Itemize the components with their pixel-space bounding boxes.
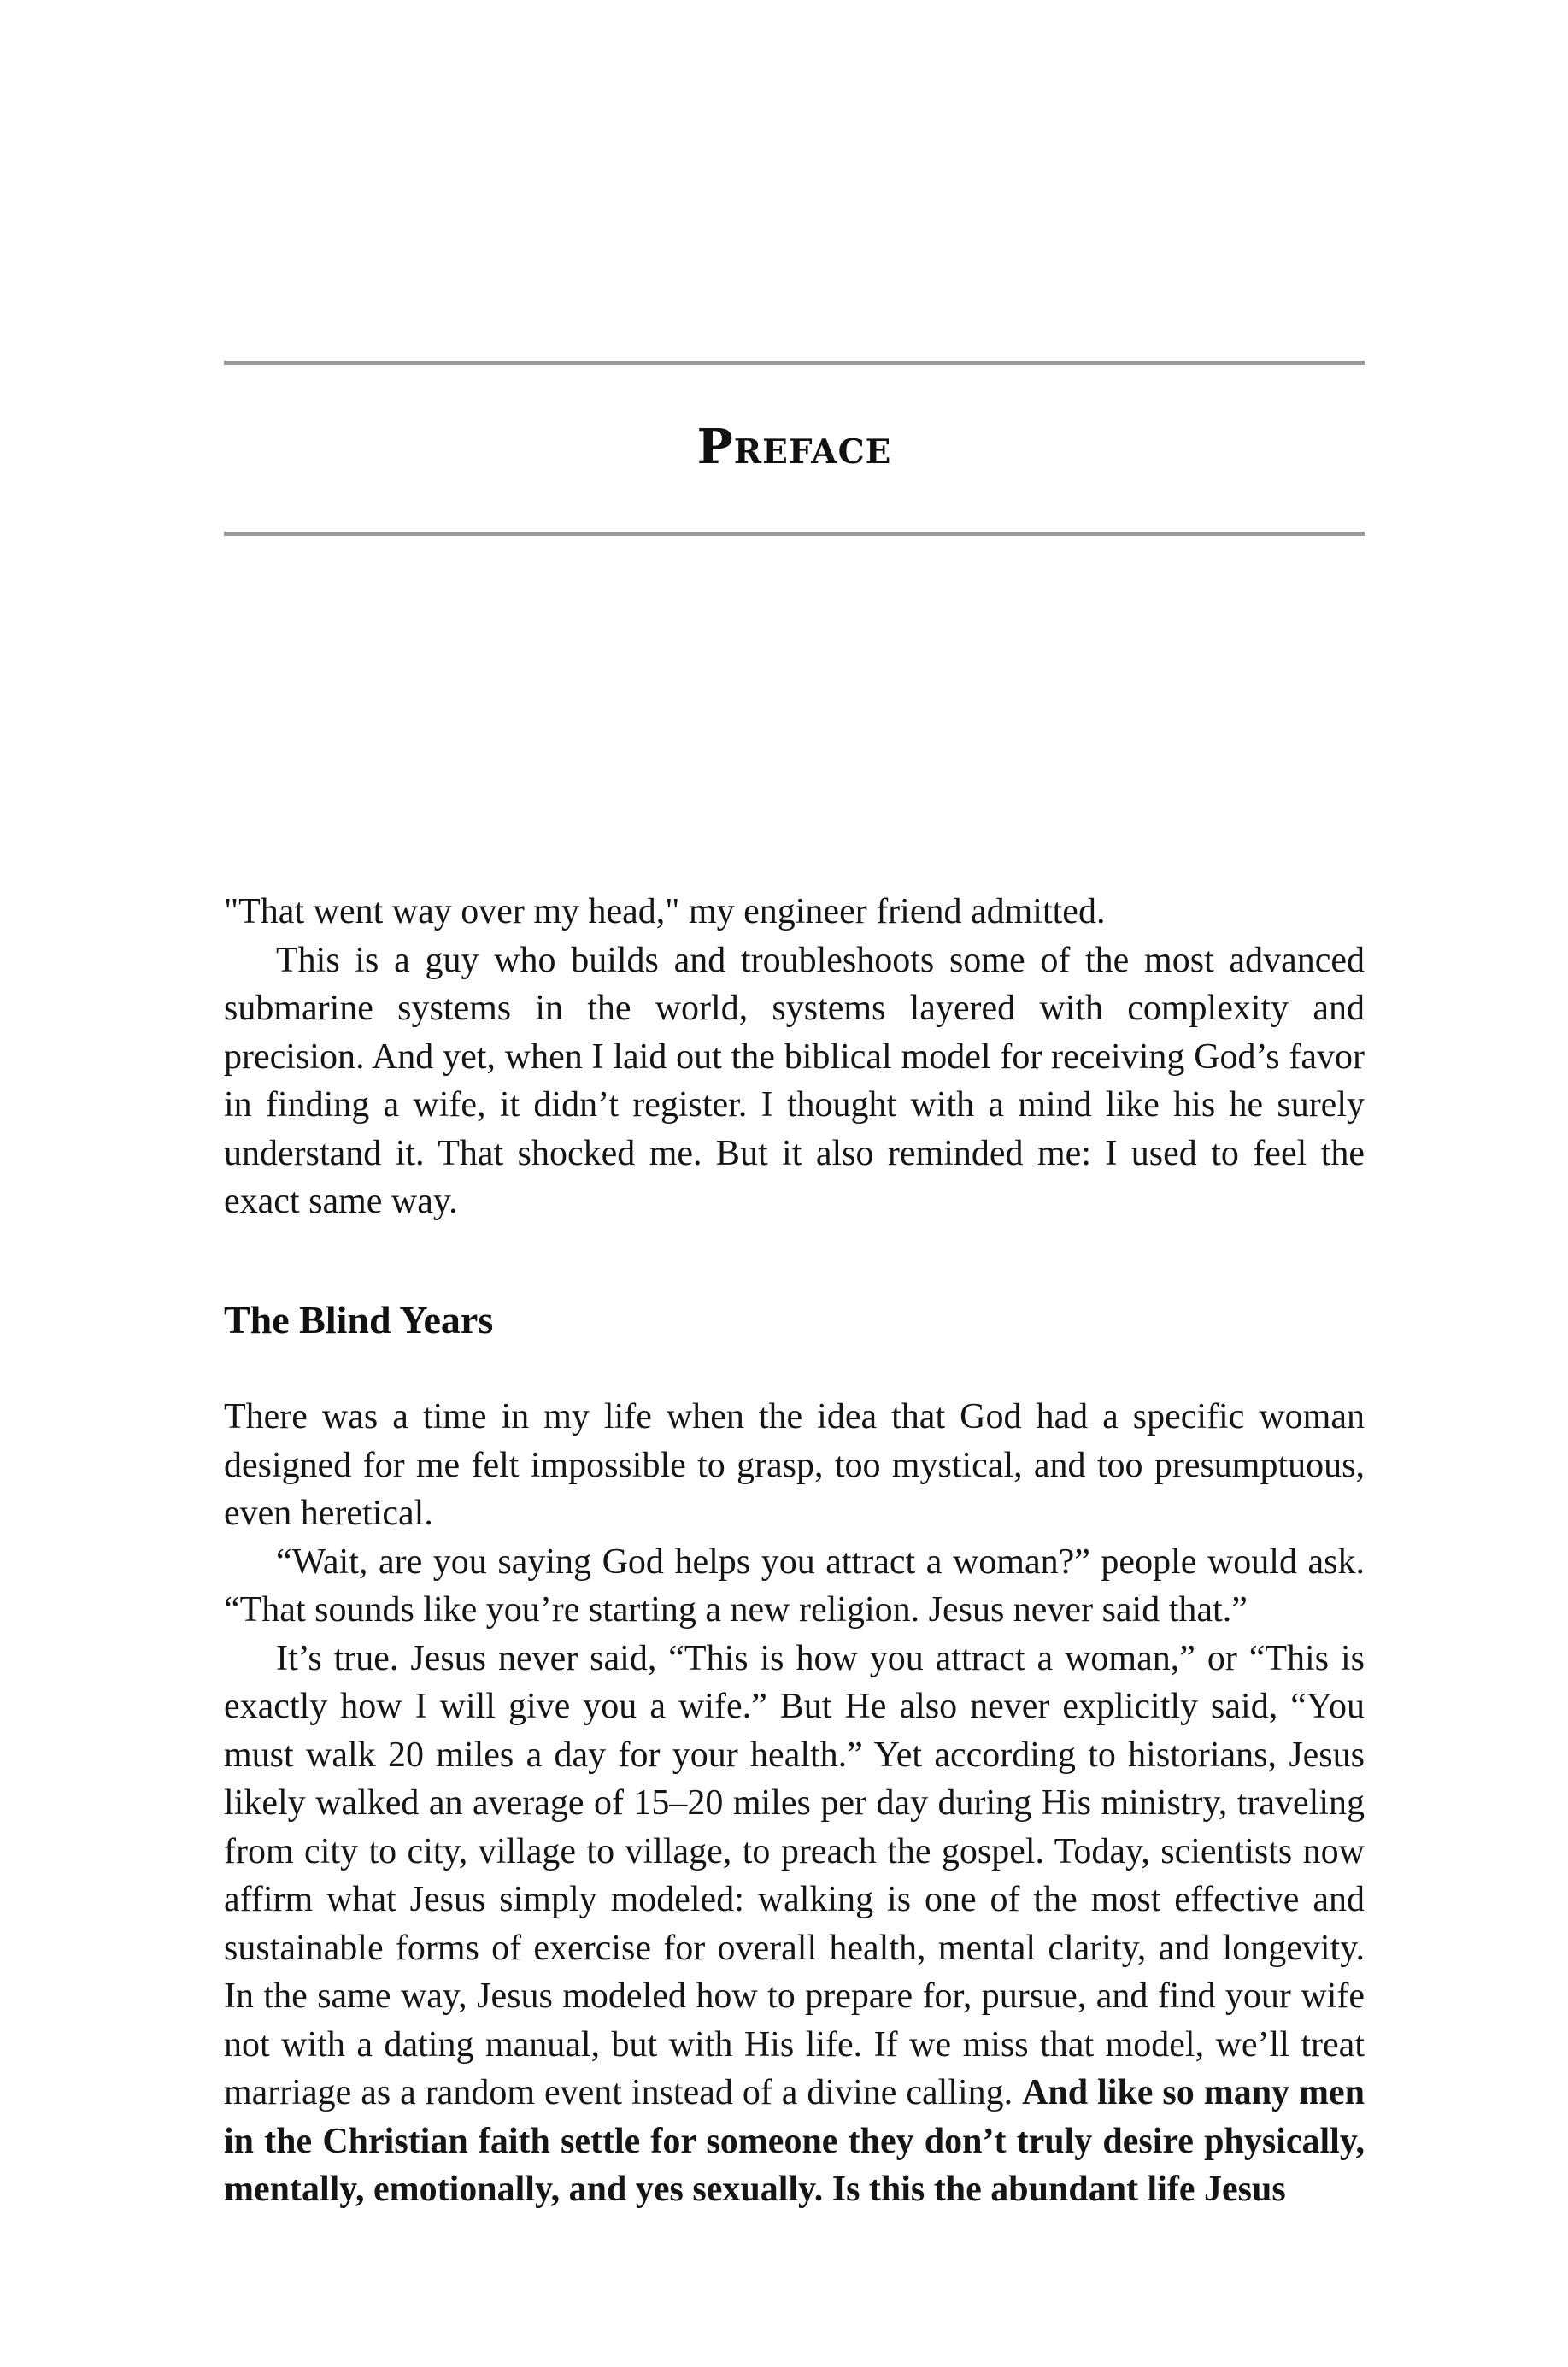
intro-paragraph-1: "That went way over my head," my engineer friend admitted. bbox=[224, 892, 1106, 931]
section-paragraph-3 bbox=[224, 1635, 1365, 2214]
section-paragraph-1: There was a time in my life when the idea that God had a specific woman designed for me felt impossible to grasp, too mystical, and too presumptuous, even heretical. bbox=[224, 1397, 1365, 1533]
section-paragraph-3-text: It’s true. Jesus never said, “This is how you attract a woman,” or “This is exactly how I will give you a wife.” But He also never explicitly said, “You must walk 20 miles a day for your health.” Yet according to historians, Jesus likely walked an average of 15–20 miles per day during His ministry, traveling from city to city, village to village, to preach the gospel. Today, scientists now affirm what Jesus simply modeled: walking is one of the most effective and sustainable forms of exercise for overall health, mental clarity, and longevity. In the same way, Jesus modeled how to prepare for, pursue, and find your wife not with a dating manual, but with His life. If we miss that model, we’ll treat marriage as a random event instead of a divine calling. bbox=[224, 1638, 1365, 2112]
section-paragraph-2: “Wait, are you saying God helps you attract a woman?” people would ask. “That sounds like you’re starting a new religion. Jesus never said that.” bbox=[224, 1542, 1365, 1630]
intro-paragraph-2: This is a guy who builds and troubleshoots some of the most advanced submarine systems in the world, systems layered with complexity and precision. And yet, when I laid out the biblical model for receiving God’s favor in finding a wife, it didn’t register. I thought with a mind like his he surely understand it. That shocked me. But it also reminded me: I used to feel the exact same way. bbox=[224, 940, 1365, 1221]
title-bottom-rule bbox=[224, 532, 1365, 536]
title-top-rule bbox=[224, 361, 1365, 365]
book-page bbox=[224, 0, 1365, 2367]
section-paragraph-3-bold-text: And like so many men in the Christian faith settle for someone they don’t truly desire physically, mentally, emotionally, and yes sexually. Is this the abundant life Jesus bbox=[224, 2073, 1365, 2209]
section-heading: The Blind Years bbox=[224, 1298, 494, 1342]
section-body bbox=[224, 1393, 1365, 2214]
intro-text bbox=[224, 888, 1365, 1226]
chapter-title: Preface bbox=[696, 419, 892, 475]
